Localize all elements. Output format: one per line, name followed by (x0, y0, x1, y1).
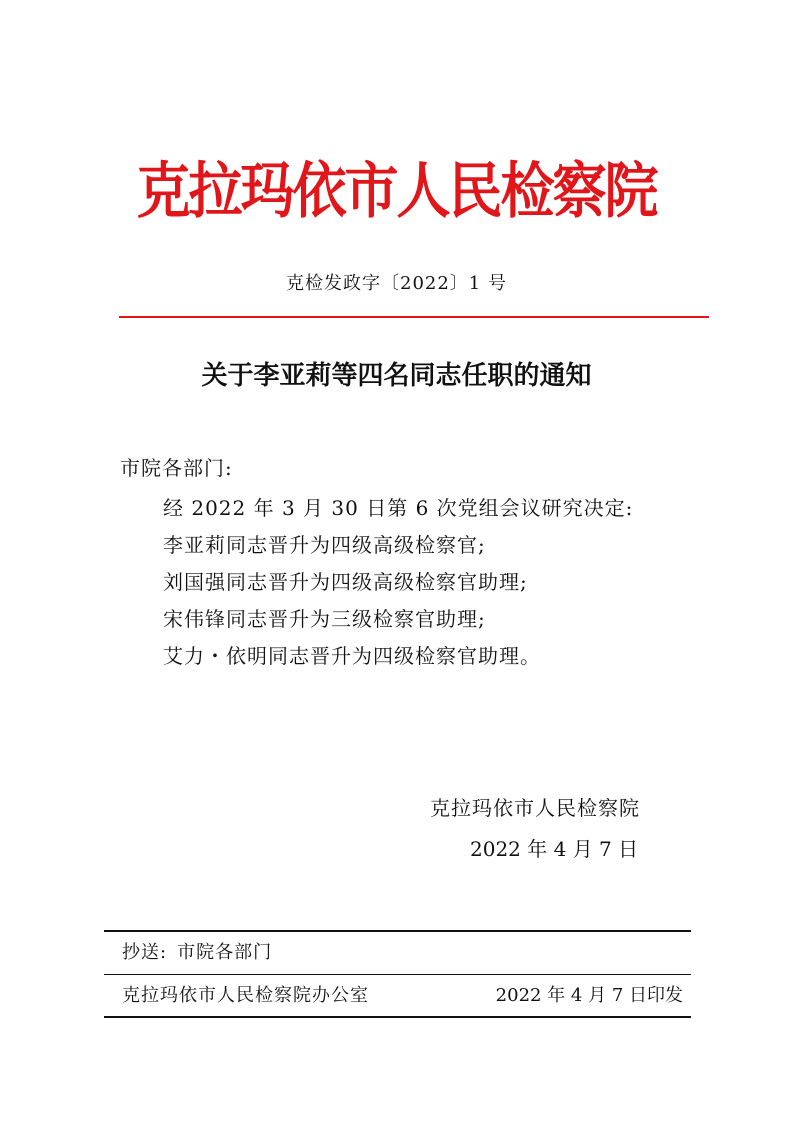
salutation: 市院各部门: (120, 456, 233, 480)
issue-date: 2022 年 4 月 7 日印发 (495, 985, 683, 1006)
red-separator-line (119, 316, 709, 318)
issuing-office: 克拉玛依市人民检察院办公室 (122, 985, 369, 1006)
signature-date: 2022 年 4 月 7 日 (470, 837, 639, 861)
body-line-appointment-2: 刘国强同志晋升为四级高级检察官助理; (163, 570, 528, 594)
notice-title: 关于李亚莉等四名同志任职的通知 (201, 361, 592, 391)
body-line-decision: 经 2022 年 3 月 30 日第 6 次党组会议研究决定: (163, 496, 634, 520)
document-number: 克检发政字〔2022〕1 号 (286, 273, 507, 294)
footer-top-rule (104, 930, 691, 932)
body-line-appointment-3: 宋伟锋同志晋升为三级检察官助理; (163, 607, 486, 631)
body-line-appointment-4: 艾力・依明同志晋升为四级检察官助理。 (163, 644, 541, 668)
signature-organization: 克拉玛依市人民检察院 (430, 796, 640, 820)
cc-line (122, 938, 272, 968)
cc-label: 抄送: (122, 942, 168, 963)
cc-recipients: 市院各部门 (177, 942, 273, 963)
footer-bottom-rule (104, 1016, 691, 1018)
footer-middle-rule (104, 974, 691, 975)
document-header-title: 克拉玛依市人民检察院 (136, 154, 657, 226)
body-line-appointment-1: 李亚莉同志晋升为四级高级检察官; (163, 533, 486, 557)
